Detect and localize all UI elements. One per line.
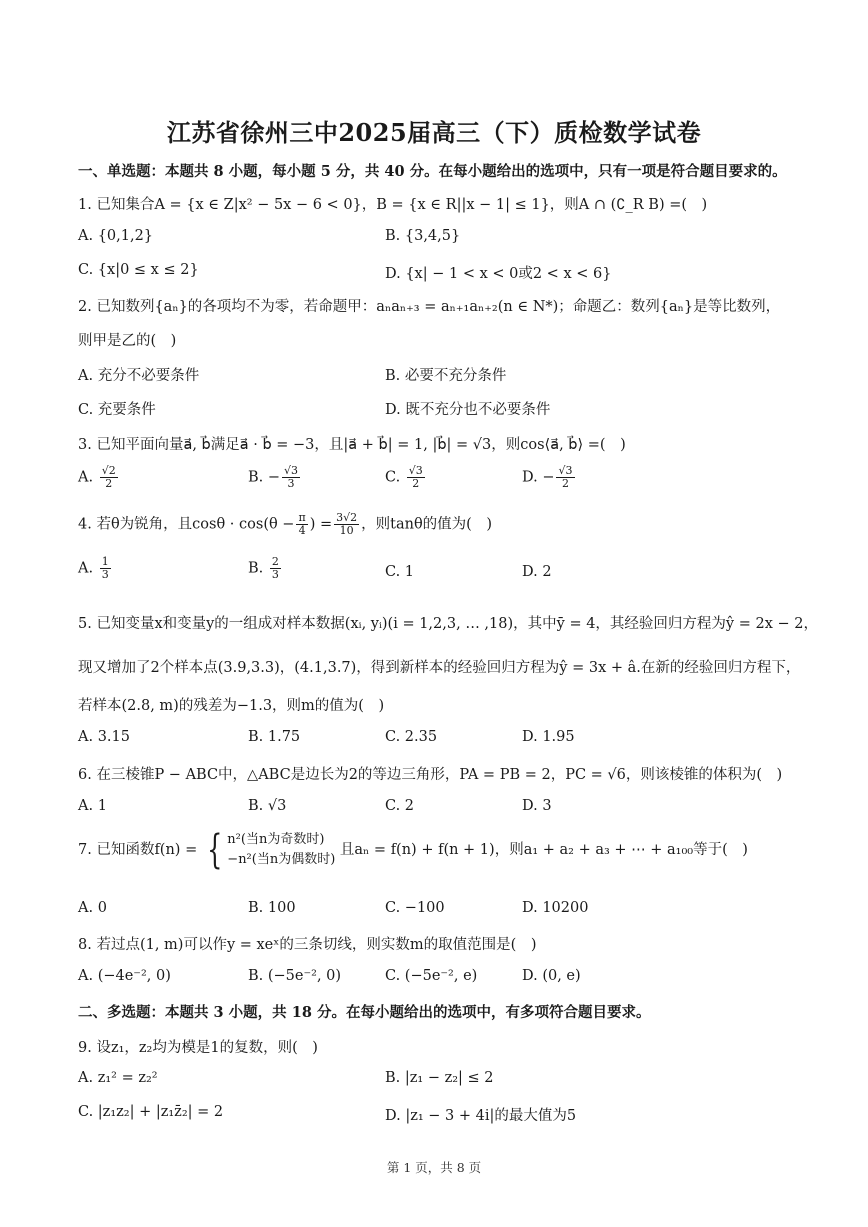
option-a[interactable]: A. 0 (78, 900, 107, 916)
section-heading-multiple-choice: 二、多选题：本题共 3 小题，共 18 分。在每小题给出的选项中，有多项符合题目要求。 (78, 1004, 651, 1021)
option-c[interactable]: C. |z₁z₂| + |z₁z̄₂| = 2 (78, 1104, 224, 1120)
question-5-stem: 5. 已知变量x和变量y的一组成对样本数据(xᵢ, yᵢ)(i = 1,2,3, … ,18)，其中ȳ = 4，其经验回归方程为ŷ = 2x − 2， (78, 616, 818, 632)
option-a[interactable]: A. z₁² = z₂² (78, 1070, 158, 1086)
option-b[interactable]: B. (−5e⁻², 0) (248, 968, 342, 984)
question-4-options (78, 556, 808, 590)
option-c[interactable]: C. {x|0 ≤ x ≤ 2} (78, 262, 199, 278)
fraction: $\frac{√3}{2}$ (408, 464, 423, 490)
question-2-stem-continued: 则甲是乙的( ) (78, 333, 177, 349)
option-b[interactable]: B. {3,4,5} (385, 228, 461, 244)
question-7-options (78, 900, 808, 926)
piecewise-cases: n²(当n为奇数时) −n²(当n为偶数时) (227, 832, 336, 867)
option-d[interactable]: D. 10200 (522, 900, 589, 916)
option-a[interactable]: A. $\frac{√2}{2}$ (78, 464, 116, 490)
question-9-options-row2 (78, 1104, 808, 1130)
option-b[interactable]: B. 1.75 (248, 729, 301, 745)
option-c[interactable]: C. −100 (385, 900, 445, 916)
question-5-stem-continued-2: 若样本(2.8, m)的残差为−1.3，则m的值为( ) (78, 698, 385, 714)
fraction: $\frac{2}{3}$ (271, 555, 279, 581)
option-d[interactable]: D. − $\frac{√3}{2}$ (522, 464, 573, 490)
question-2-stem: 2. 已知数列{aₙ}的各项均不为零，若命题甲：aₙaₙ₊₃ = aₙ₊₁aₙ₊₂(n ∈ N*)；命题乙：数列{aₙ}是等比数列， (78, 299, 781, 315)
option-a[interactable]: A. $\frac{1}{3}$ (78, 555, 109, 581)
option-b[interactable]: B. $\frac{2}{3}$ (248, 555, 279, 581)
question-6-stem: 6. 在三棱锥P − ABC中，△ABC是边长为2的等边三角形，PA = PB = 2，PC = √6，则该棱锥的体积为( ) (78, 767, 783, 783)
question-1-stem: 1. 已知集合A = {x ∈ Z|x² − 5x − 6 < 0}，B = {x ∈ R||x − 1| ≤ 1}，则A ∩ (∁_R B) =( ) (78, 197, 708, 213)
option-c[interactable]: C. 2 (385, 798, 415, 814)
question-4-stem: 4. 若θ为锐角，且cosθ · cos(θ − $\frac{\pi}{4}$ ) = $\frac{3√2}{10}$ ，则tanθ的值为( ) (78, 511, 492, 537)
question-9-options (78, 1070, 808, 1096)
question-7-stem: 7. 已知函数f(n) = { n²(当n为奇数时) −n²(当n为偶数时) 且aₙ = f(n) + f(n + 1)，则a₁ + a₂ + a₃ + ⋯ + a₁₀₀等于( ) (78, 827, 748, 873)
option-a[interactable]: A. {0,1,2} (78, 228, 154, 244)
option-d[interactable]: D. 3 (522, 798, 552, 814)
option-d[interactable]: D. (0, e) (522, 968, 581, 984)
fraction: $\frac{√3}{2}$ (558, 464, 573, 490)
fraction: $\frac{√3}{3}$ (284, 464, 299, 490)
option-b[interactable]: B. 必要不充分条件 (385, 368, 507, 384)
question-8-stem: 8. 若过点(1, m)可以作y = xeˣ的三条切线，则实数m的取值范围是( ) (78, 937, 537, 953)
question-9-stem: 9. 设z₁，z₂均为模是1的复数，则( ) (78, 1040, 318, 1056)
option-b[interactable]: B. 100 (248, 900, 296, 916)
question-6-options (78, 798, 808, 824)
question-2-options-row2 (78, 398, 808, 424)
question-1-options (78, 228, 808, 254)
option-c[interactable]: C. (−5e⁻², e) (385, 968, 478, 984)
left-brace: { (206, 827, 223, 873)
fraction: $\frac{1}{3}$ (101, 555, 109, 581)
option-c[interactable]: C. $\frac{√3}{2}$ (385, 464, 423, 490)
option-b[interactable]: B. √3 (248, 798, 287, 814)
page-title: 江苏省徐州三中2025届高三（下）质检数学试卷 (166, 118, 702, 147)
option-c[interactable]: C. 1 (385, 564, 415, 580)
fraction: $\frac{√2}{2}$ (101, 464, 116, 490)
option-d[interactable]: D. 1.95 (522, 729, 575, 745)
fraction: $\frac{3√2}{10}$ (336, 511, 358, 537)
question-5-stem-continued: 现又增加了2个样本点(3.9,3.3)，(4.1,3.7)，得到新样本的经验回归方程为ŷ = 3x + â.在新的经验回归方程下， (78, 660, 801, 676)
question-2-options (78, 364, 808, 390)
option-c[interactable]: C. 2.35 (385, 729, 438, 745)
option-b[interactable]: B. |z₁ − z₂| ≤ 2 (385, 1070, 494, 1086)
fraction: $\frac{\pi}{4}$ (298, 511, 306, 537)
question-3-stem: 3. 已知平面向量a⃗, b⃗满足a⃗ · b⃗ = −3，且|a⃗ + b⃗| = 1, |b⃗| = √3，则cos⟨a⃗, b⃗⟩ =( ) (78, 437, 626, 453)
option-a[interactable]: A. (−4e⁻², 0) (78, 968, 171, 984)
question-5-options (78, 729, 808, 755)
option-a[interactable]: A. 3.15 (78, 729, 130, 745)
option-a[interactable]: A. 充分不必要条件 (78, 368, 200, 384)
option-a[interactable]: A. 1 (78, 798, 107, 814)
option-d[interactable]: D. |z₁ − 3 + 4i|的最大值为5 (385, 1108, 577, 1124)
page-footer: 第 1 页，共 8 页 (386, 1160, 482, 1175)
option-d[interactable]: D. 2 (522, 564, 552, 580)
option-d[interactable]: D. {x| − 1 < x < 0或2 < x < 6} (385, 266, 612, 282)
option-c[interactable]: C. 充要条件 (78, 402, 156, 418)
question-1-options-row2 (78, 262, 808, 288)
question-8-options (78, 968, 808, 994)
option-b[interactable]: B. − $\frac{√3}{3}$ (248, 464, 299, 490)
option-d[interactable]: D. 既不充分也不必要条件 (385, 402, 551, 418)
section-heading-single-choice: 一、单选题：本题共 8 小题，每小题 5 分，共 40 分。在每小题给出的选项中，只有一项是符合题目要求的。 (78, 163, 787, 180)
question-3-options (78, 465, 808, 499)
